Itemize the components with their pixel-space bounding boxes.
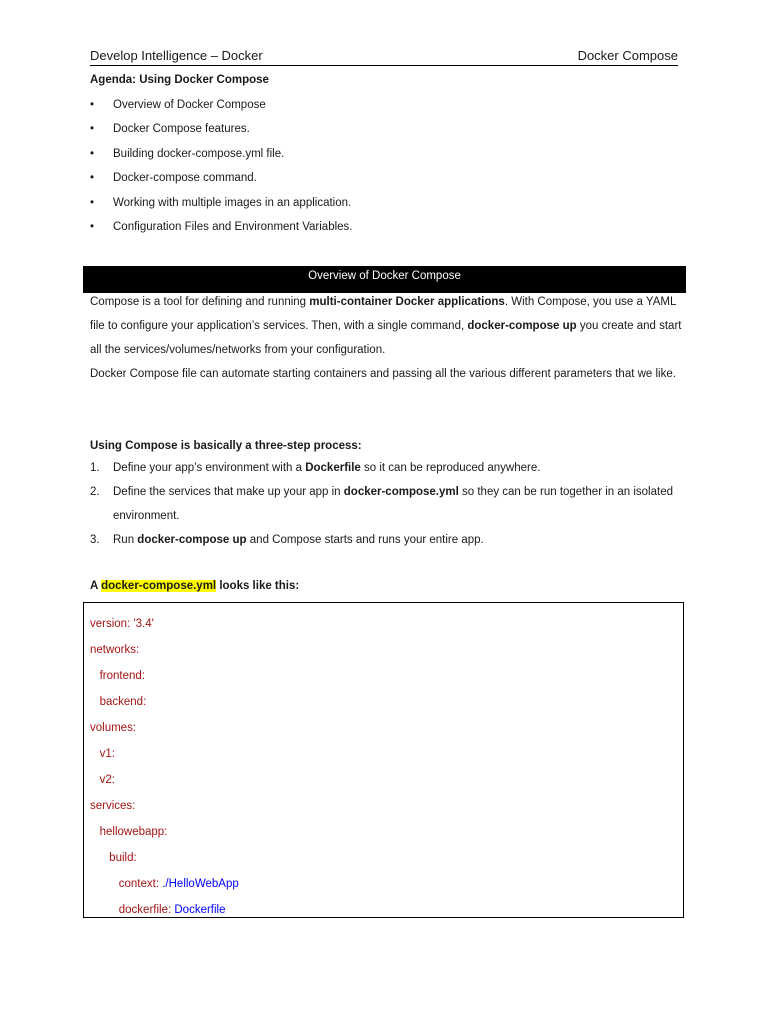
code-indent	[90, 696, 100, 708]
intro-bold: multi-container Docker applications	[309, 296, 505, 308]
code-line	[90, 876, 239, 892]
agenda-title: Agenda: Using Docker Compose	[90, 74, 269, 86]
code-key: volumes:	[90, 722, 137, 734]
code-line	[90, 694, 146, 710]
list-item	[90, 528, 685, 552]
list-item	[90, 144, 353, 168]
header-left-text: Develop Intelligence – Docker	[90, 48, 263, 63]
bullet: •	[90, 99, 95, 111]
step-text: and Compose starts and runs your entire app.	[246, 534, 484, 546]
intro-text: . With Compose, you use a YAML file to configure your application’s services. Then, with a single command,	[90, 296, 676, 332]
section-heading-bar: Overview of Docker Compose	[83, 266, 686, 293]
list-item	[90, 456, 685, 480]
caption-highlight: docker-compose.yml	[101, 580, 217, 592]
code-line	[90, 616, 154, 632]
bullet: •	[90, 220, 95, 233]
code-indent	[90, 878, 119, 890]
step-number: 2.	[90, 486, 100, 498]
code-indent	[90, 826, 100, 838]
agenda-item-text: Docker-compose command.	[113, 172, 257, 185]
bullet: •	[90, 123, 95, 136]
step-bold: docker-compose.yml	[343, 486, 459, 498]
intro-paragraph	[90, 290, 685, 362]
code-value: Dockerfile	[174, 904, 226, 916]
list-item	[90, 480, 685, 528]
header-right-text: Docker Compose	[577, 48, 678, 63]
code-key: v1:	[99, 748, 115, 760]
bullet: •	[90, 172, 95, 185]
code-key: hellowebapp:	[99, 826, 168, 838]
agenda-item-text: Configuration Files and Environment Variables.	[113, 220, 353, 233]
intro-bold-command: docker-compose up	[467, 320, 577, 332]
code-caption	[90, 576, 299, 596]
list-item	[90, 217, 353, 241]
agenda-item-text: Docker Compose features.	[113, 123, 250, 136]
step-number: 3.	[90, 534, 100, 546]
bullet: •	[90, 147, 95, 160]
code-key: backend:	[99, 696, 147, 708]
caption-text: A	[90, 580, 102, 592]
code-line	[90, 642, 139, 658]
code-key: networks:	[90, 644, 140, 656]
code-block	[83, 602, 684, 918]
code-line	[90, 824, 167, 840]
step-bold: Dockerfile	[305, 462, 361, 474]
step-text: Define the services that make up your app in	[113, 486, 344, 498]
list-item	[90, 119, 353, 143]
code-indent	[90, 904, 119, 916]
bullet: •	[90, 196, 95, 209]
agenda-list	[90, 95, 353, 241]
step-text: so it can be reproduced anywhere.	[360, 462, 541, 474]
agenda-item-text: Working with multiple images in an application.	[113, 196, 352, 209]
code-line	[90, 668, 145, 684]
code-key: dockerfile:	[118, 904, 175, 916]
code-line	[90, 798, 135, 814]
code-key: services:	[90, 800, 136, 812]
step-number: 1.	[90, 462, 100, 474]
code-key: context:	[118, 878, 163, 890]
step-text: so they can be run together in an isolated environment.	[113, 486, 673, 522]
intro-paragraph-2: Docker Compose file can automate starting containers and passing all the various different parameters that we like.	[90, 368, 676, 380]
caption-text: looks like this:	[216, 580, 300, 592]
code-key: v2:	[99, 774, 115, 786]
code-value: '3.4'	[133, 618, 154, 630]
code-line	[90, 746, 115, 762]
code-indent	[90, 748, 100, 760]
code-key: build:	[109, 852, 137, 864]
code-value: ./HelloWebApp	[162, 878, 239, 890]
agenda-item-text: Overview of Docker Compose	[113, 99, 266, 111]
code-key: version:	[90, 618, 134, 630]
code-indent	[90, 852, 109, 864]
code-line	[90, 902, 226, 918]
code-line	[90, 772, 115, 788]
process-title: Using Compose is basically a three-step process:	[90, 440, 362, 452]
step-text: Define your app’s environment with a	[113, 462, 306, 474]
list-item	[90, 168, 353, 192]
list-item	[90, 193, 353, 217]
step-bold: docker-compose up	[137, 534, 247, 546]
agenda-item-text: Building docker-compose.yml file.	[113, 147, 285, 160]
intro-text: you create and start all the services/volumes/networks from your configuration.	[90, 320, 682, 356]
intro-text: Compose is a tool for defining and running	[90, 296, 310, 308]
code-line	[90, 720, 136, 736]
step-text: Run	[113, 534, 138, 546]
step-list	[90, 456, 685, 552]
code-indent	[90, 670, 100, 682]
list-item	[90, 95, 353, 119]
page-header	[90, 46, 678, 66]
code-key: frontend:	[99, 670, 145, 682]
code-line	[90, 850, 137, 866]
code-indent	[90, 774, 100, 786]
